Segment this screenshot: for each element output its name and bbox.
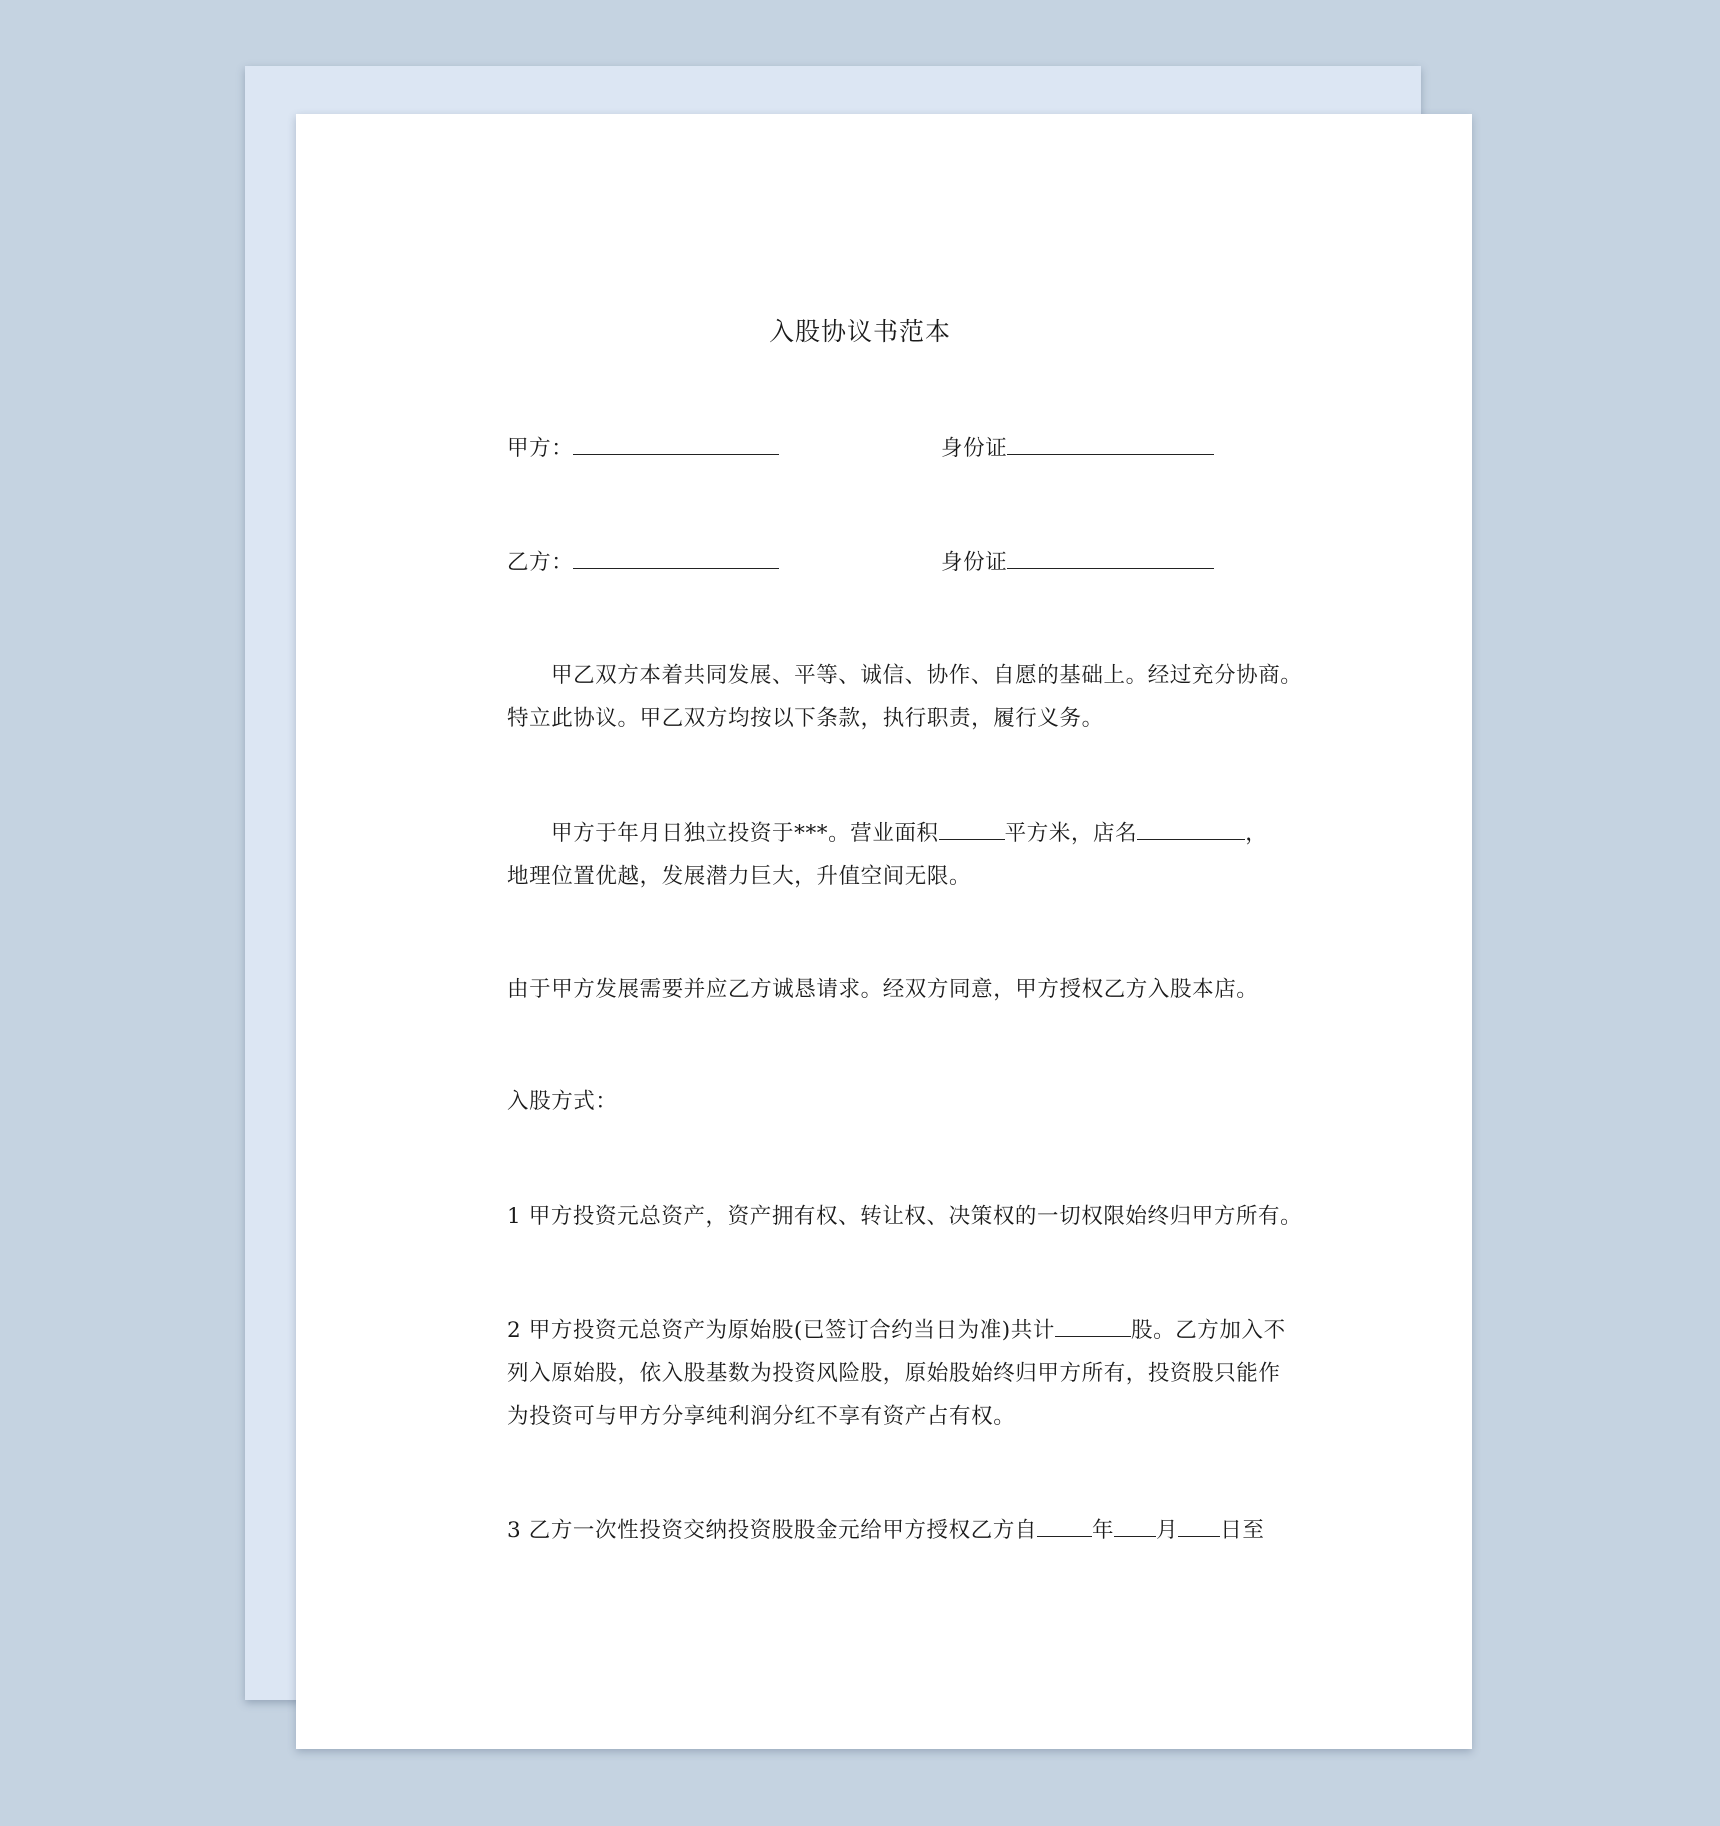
- para2-text-a: 甲方于年月日独立投资于***。营业面积: [551, 821, 939, 846]
- item2-line1: [507, 1318, 1286, 1344]
- section-heading: 入股方式：: [507, 1089, 618, 1114]
- para3: 由于甲方发展需要并应乙方诚恳请求。经双方同意，甲方授权乙方入股本店。: [507, 977, 1259, 1002]
- para2-line2: 地理位置优越，发展潜力巨大，升值空间无限。: [507, 864, 972, 889]
- area-blank[interactable]: [939, 821, 1005, 840]
- party-a-label: 甲方：: [507, 436, 574, 461]
- shares-blank[interactable]: [1055, 1318, 1131, 1337]
- item1: 1 甲方投资元总资产，资产拥有权、转让权、决策权的一切权限始终归甲方所有。: [507, 1204, 1303, 1229]
- party-a-blank[interactable]: [573, 436, 779, 455]
- party-b-blank[interactable]: [573, 550, 779, 569]
- para2-text-b: 平方米，店名: [1004, 821, 1138, 846]
- id-label: 身份证: [941, 550, 1008, 575]
- para2-text-c: ，: [1245, 821, 1268, 846]
- month-label: 月: [1156, 1518, 1179, 1543]
- para2-line1: [551, 821, 1267, 847]
- shop-name-blank[interactable]: [1137, 821, 1245, 840]
- party-a-row: [507, 436, 779, 462]
- document-page: [296, 114, 1472, 1749]
- para1-line2: 特立此协议。甲乙双方均按以下条款，执行职责，履行义务。: [507, 706, 1104, 731]
- party-b-id-row: [941, 550, 1214, 576]
- day-blank[interactable]: [1178, 1518, 1220, 1537]
- day-label: 日至: [1220, 1518, 1265, 1543]
- party-b-id-blank[interactable]: [1007, 550, 1214, 569]
- party-b-label: 乙方：: [507, 550, 574, 575]
- item2-line3: 为投资可与甲方分享纯利润分红不享有资产占有权。: [507, 1404, 1016, 1429]
- party-a-id-blank[interactable]: [1007, 436, 1214, 455]
- item3-line1: [507, 1518, 1264, 1544]
- item2-text-b: 股。乙方加入不: [1131, 1318, 1286, 1343]
- item2-line2: 列入原始股，依入股基数为投资风险股，原始股始终归甲方所有，投资股只能作: [507, 1361, 1281, 1386]
- para1-line1: 甲乙双方本着共同发展、平等、诚信、协作、自愿的基础上。经过充分协商。: [551, 663, 1303, 688]
- month-blank[interactable]: [1114, 1518, 1156, 1537]
- year-blank[interactable]: [1037, 1518, 1092, 1537]
- year-label: 年: [1092, 1518, 1115, 1543]
- item2-text-a: 2 甲方投资元总资产为原始股(已签订合约当日为准)共计: [507, 1318, 1055, 1343]
- item3-text: 3 乙方一次性投资交纳投资股股金元给甲方授权乙方自: [507, 1518, 1038, 1543]
- party-b-row: [507, 550, 779, 576]
- party-a-id-row: [941, 436, 1214, 462]
- id-label: 身份证: [941, 436, 1008, 461]
- document-title: 入股协议书范本: [768, 317, 951, 346]
